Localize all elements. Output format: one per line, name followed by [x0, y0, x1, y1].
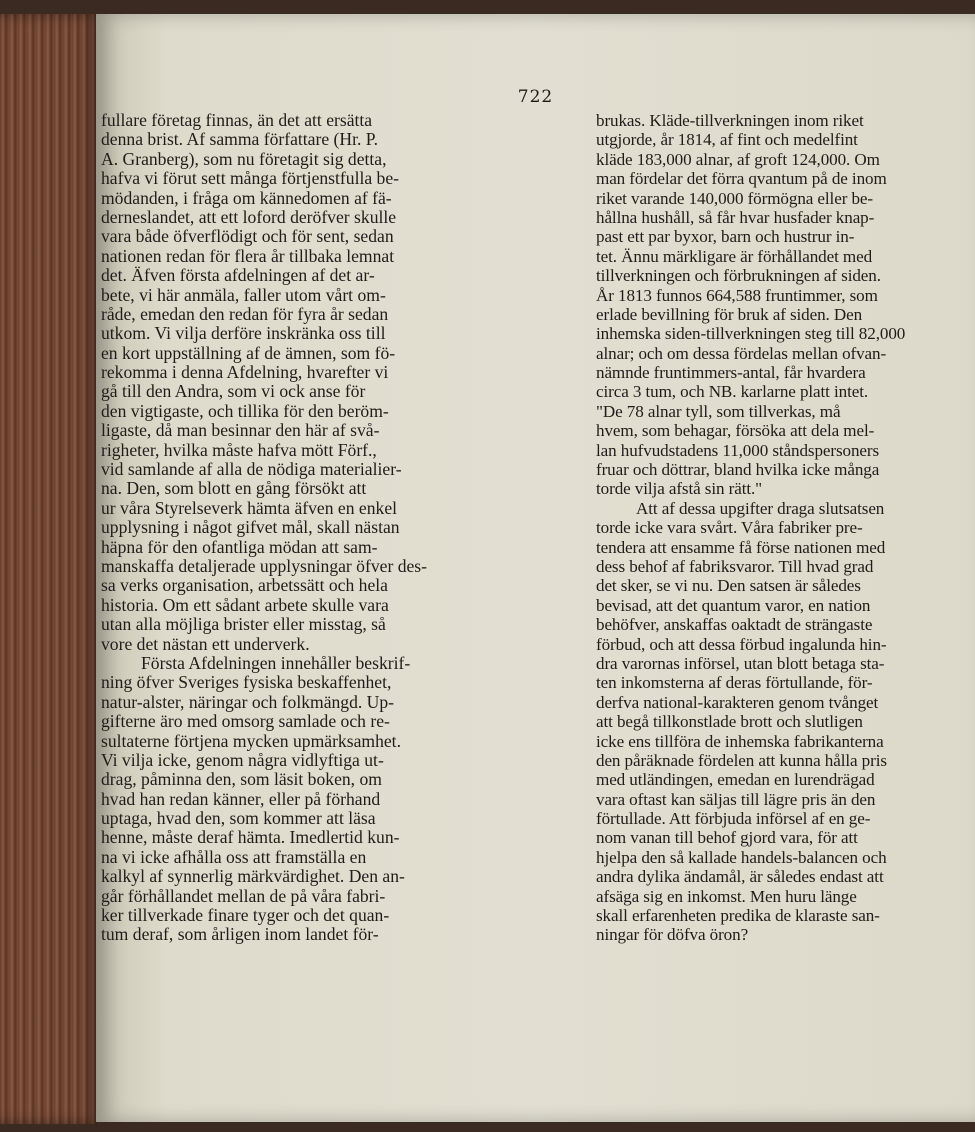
text-line: behöfver, anskaffas oaktadt de strängaste	[596, 615, 873, 635]
text-line: "De 78 alnar tyll, som tillverkas, må	[596, 401, 841, 421]
text-line: ligaste, då man besinnar den här af svå-	[101, 420, 380, 441]
text-line: torde vilja afstå sin rätt."	[596, 479, 763, 499]
text-line: dess behof af fabriksvaror. Till hvad grad	[596, 556, 874, 576]
text-line: det. Äfven första afdelningen af det ar-	[101, 265, 375, 286]
text-line: nom vanan till behof gjord vara, för att	[596, 828, 858, 848]
text-line: upplysning i något gifvet mål, skall nästan	[101, 517, 400, 538]
text-line: manskaffa detaljerade upplysningar öfver des-	[101, 555, 428, 576]
text-line: fullare företag finnas, än det att ersätta	[101, 110, 373, 130]
text-line: nationen redan för flera år tillbaka lemnat	[101, 245, 395, 266]
text-line: förtullade. Att förbjuda införsel af en ge-	[596, 809, 871, 829]
text-line: skall erfarenheten predika de klaraste san-	[596, 906, 880, 926]
text-line: derneslandet, att ett loford deröfver skulle	[101, 206, 397, 227]
text-line: vore det nästan ett underverk.	[101, 633, 310, 654]
text-line: A. Granberg), som nu företagit sig detta,	[101, 148, 387, 169]
text-line: torde icke vara svårt. Våra fabriker pre-	[596, 518, 863, 538]
text-line: historia. Om ett sådant arbete skulle vara	[101, 594, 389, 615]
text-line: derfva national-karakteren genom tvånget	[596, 692, 879, 712]
text-line: na. Den, som blott en gång försökt att	[101, 478, 367, 499]
text-line: ur våra Styrelseverk hämta äfven en enkel	[101, 497, 398, 518]
left-text-column	[101, 111, 585, 945]
right-text-column	[596, 111, 970, 945]
text-line: circa 3 tum, och NB. karlarne platt intet.	[596, 382, 869, 402]
text-line: gå till den Andra, som vi ock anse för	[101, 381, 366, 402]
text-line: rekomma i denna Afdelning, hvarefter vi	[101, 362, 389, 383]
page-number: 722	[517, 87, 554, 107]
text-line: natur-alster, näringar och folkmängd. Up-	[101, 691, 395, 712]
text-line: afsäga sig en inkomst. Men huru länge	[596, 886, 857, 906]
text-line: en kort uppställning af de ämnen, som fö-	[101, 342, 396, 363]
text-line: går förhållandet mellan de på våra fabri-	[101, 885, 386, 906]
text-line: den påräknade fördelen att kunna hålla pris	[596, 750, 887, 770]
text-line: kalkyl af synnerlig märkvärdighet. Den an-	[101, 866, 405, 887]
text-line: tendera att ensamme få förse nationen med	[596, 537, 886, 557]
text-line: erlade bevillning för bruk af siden. Den	[596, 304, 863, 324]
text-line: ning öfver Sveriges fysiska beskaffenhet,	[101, 672, 392, 693]
text-line: År 1813 funnos 664,588 fruntimmer, som	[596, 285, 878, 305]
text-line: riket varande 140,000 förmögna eller be-	[596, 188, 873, 208]
text-line: hvem, som behagar, försöka att dela mel-	[596, 421, 875, 441]
text-line: Första Afdelningen innehåller beskrif-	[141, 652, 411, 673]
text-line: kläde 183,000 alnar, af groft 124,000. Om	[596, 149, 880, 169]
text-line: ker tillverkade finare tyger och det quan-	[101, 905, 390, 926]
text-line: Vi vilja icke, genom några vidlyftiga ut-	[101, 749, 384, 770]
text-line: inhemska siden-tillverkningen steg till 82,000	[596, 324, 906, 344]
text-line: häpna för den ofantliga mödan att sam-	[101, 536, 378, 557]
text-line: tet. Ännu märkligare är förhållandet med	[596, 246, 873, 266]
text-line: icke ens tillföra de inhemska fabrikanterna	[596, 731, 884, 751]
text-line: lan hufvudstadens 11,000 ståndspersoners	[596, 440, 880, 460]
text-line: righeter, hvilka måste hafva mött Förf.,	[101, 439, 377, 460]
text-line: past ett par byxor, barn och hustrur in-	[596, 227, 855, 247]
text-line: na vi icke afhålla oss att framställa en	[101, 846, 367, 867]
text-line: hafva vi förut sett många förtjenstfulla be-	[101, 168, 400, 189]
text-line: vid samlande af alla de nödiga materialier-	[101, 459, 402, 480]
book-page-edges	[0, 14, 100, 1124]
text-line: utan alla möjliga brister eller misstag, så	[101, 614, 386, 635]
text-line: drag, påminna den, som läsit boken, om	[101, 769, 382, 790]
text-line: vara både öfverflödigt och för sent, sedan	[101, 226, 394, 247]
text-line: fruar och döttrar, bland hvilka icke många	[596, 460, 880, 480]
text-line: förbud, och att dessa förbud ingalunda hin-	[596, 634, 887, 654]
text-line: man fördelar det förra qvantum på de inom	[596, 169, 887, 189]
text-line: denna brist. Af samma författare (Hr. P.	[101, 129, 379, 150]
text-line: hjelpa den så kallade handels-balancen och	[596, 847, 887, 867]
text-line: hvad han redan känner, eller på förhand	[101, 788, 381, 809]
text-line: bevisad, att det quantum varor, en nation	[596, 595, 871, 615]
text-line: uptaga, hvad den, som kommer att läsa	[101, 808, 376, 829]
text-line: ten inkomsterna af deras förtullande, för-	[596, 673, 873, 693]
text-line: dra varornas införsel, utan blott betaga sta-	[596, 653, 885, 673]
text-line: tum deraf, som årligen inom landet för-	[101, 924, 379, 945]
text-line: med utländingen, emedan en lurendrägad	[596, 770, 875, 790]
text-line: alnar; och om dessa fördelas mellan ofvan-	[596, 343, 887, 363]
text-line: bete, vi här anmäla, faller utom vårt om-	[101, 284, 386, 305]
text-line: ningar för döfva öron?	[596, 925, 749, 945]
text-line: henne, måste deraf hämta. Imedlertid kun-	[101, 827, 400, 848]
text-line: vara oftast kan säljas till lägre pris än den	[596, 789, 876, 809]
text-line: att begå tillkonstlade brott och slutligen	[596, 712, 863, 732]
text-line: tillverkningen och förbrukningen af siden.	[596, 266, 881, 286]
text-line: nämnde fruntimmers-antal, får hvardera	[596, 363, 866, 383]
text-line: mödanden, i fråga om kännedomen af fä-	[101, 187, 392, 208]
text-line: brukas. Kläde-tillverkningen inom riket	[596, 111, 864, 130]
text-line: utkom. Vi vilja derföre inskränka oss till	[101, 323, 386, 344]
text-line: råde, emedan den redan för fyra år sedan	[101, 303, 389, 324]
text-line: andra dylika ändamål, är således endast att	[596, 867, 884, 887]
text-line: gifterne äro med omsorg samlade och re-	[101, 711, 390, 732]
text-line: sa verks organisation, arbetssätt och hela	[101, 575, 388, 596]
text-line: sultaterne förtjena mycken upmärksamhet.	[101, 730, 401, 751]
text-line: den vigtigaste, och tillika för den beröm-	[101, 400, 389, 421]
text-line: Att af dessa upgifter draga slutsatsen	[636, 498, 885, 518]
text-line: utgjorde, år 1814, af fint och medelfint	[596, 130, 858, 150]
text-line: hållna hushåll, så får hvar husfader knap-	[596, 207, 875, 227]
text-line: det sker, se vi nu. Den satsen är således	[596, 576, 861, 596]
